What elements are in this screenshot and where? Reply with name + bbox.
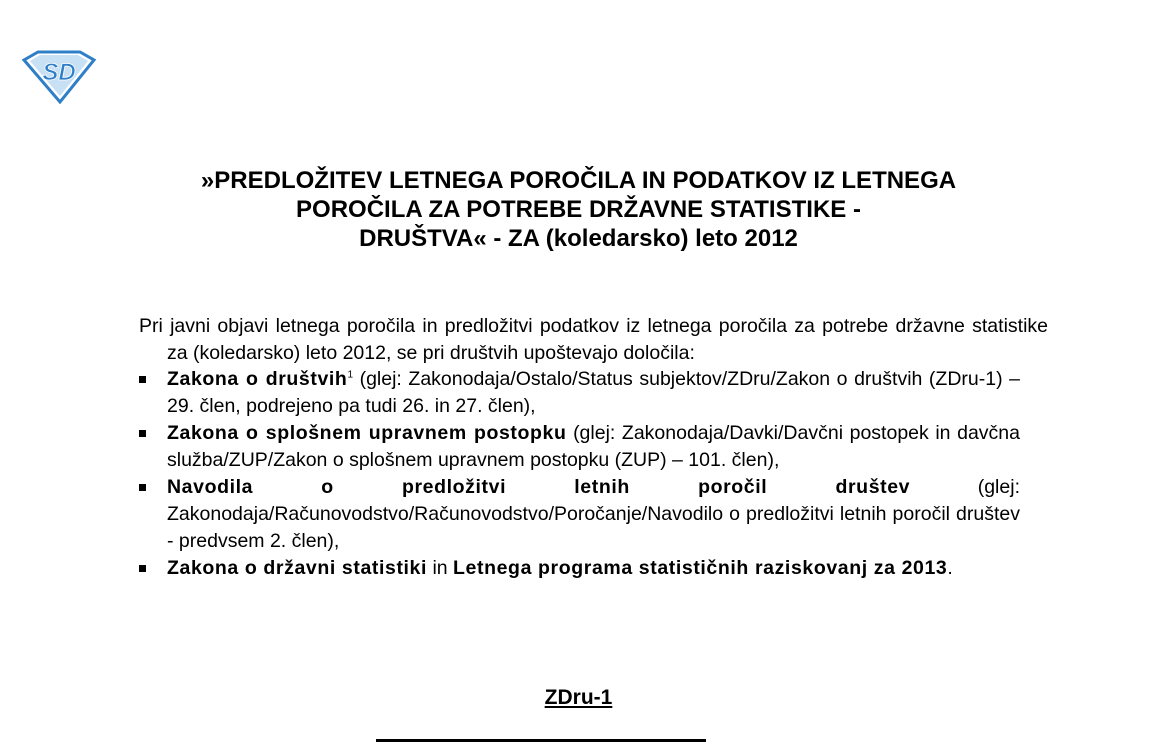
rule-text: (glej: Zakonodaja/Ostalo/Status subjektov/ZDru/Zakon o društvih (ZDru-1) – 29. člen, podrejeno pa tudi 26. in 27. člen), <box>167 368 1021 417</box>
regulations-list <box>139 366 1020 582</box>
title-line-1: »PREDLOŽITEV LETNEGA POROČILA IN PODATKOV IZ LETNEGA <box>200 167 957 194</box>
list-item <box>139 474 1020 555</box>
intro-paragraph: Pri javni objavi letnega poročila in predložitvi podatkov iz letnega poročila za potrebe državne statistike za (koledarsko) leto 2012, se pri društvih upoštevajo določila: <box>139 315 1048 364</box>
title-line-3: DRUŠTVA« - ZA (koledarsko) leto 2012 <box>359 225 798 252</box>
bullet-icon <box>139 430 146 437</box>
logo-text: SD <box>42 59 76 86</box>
bullet-icon <box>139 484 146 491</box>
footnote-marker: 1 <box>347 369 354 381</box>
rule-text: (glej: Zakonodaja/Računovodstvo/Računovodstvo/Poročanje/Navodilo o predložitvi letnih poročil društev - predvsem 2. člen), <box>167 476 1020 552</box>
rule-name: Zakona o splošnem upravnem postopku <box>167 422 567 444</box>
rule-name: Zakona o državni statistiki <box>167 557 428 579</box>
rule-name-2: Letnega programa statističnih raziskovanj za 2013 <box>453 557 948 579</box>
list-item <box>139 555 1020 582</box>
list-item <box>139 366 1020 420</box>
rule-name: Zakona o društvih <box>167 368 348 390</box>
rule-text: . <box>947 557 953 579</box>
rule-text: (glej: Zakonodaja/Davki/Davčni postopek in davčna služba/ZUP/Zakon o splošnem upravnem postopku (ZUP) – 101. člen), <box>167 422 1020 471</box>
bullet-icon <box>139 376 146 383</box>
rule-connector: in <box>427 557 454 579</box>
list-item <box>139 420 1020 474</box>
rule-name: Navodila o predložitvi letnih poročil društev <box>167 476 911 498</box>
bullet-icon <box>139 565 146 572</box>
section-heading: ZDru-1 <box>544 686 613 709</box>
title-line-2: POROČILA ZA POTREBE DRŽAVNE STATISTIKE - <box>296 196 861 223</box>
sd-logo <box>22 50 96 104</box>
page-title <box>120 166 1037 253</box>
